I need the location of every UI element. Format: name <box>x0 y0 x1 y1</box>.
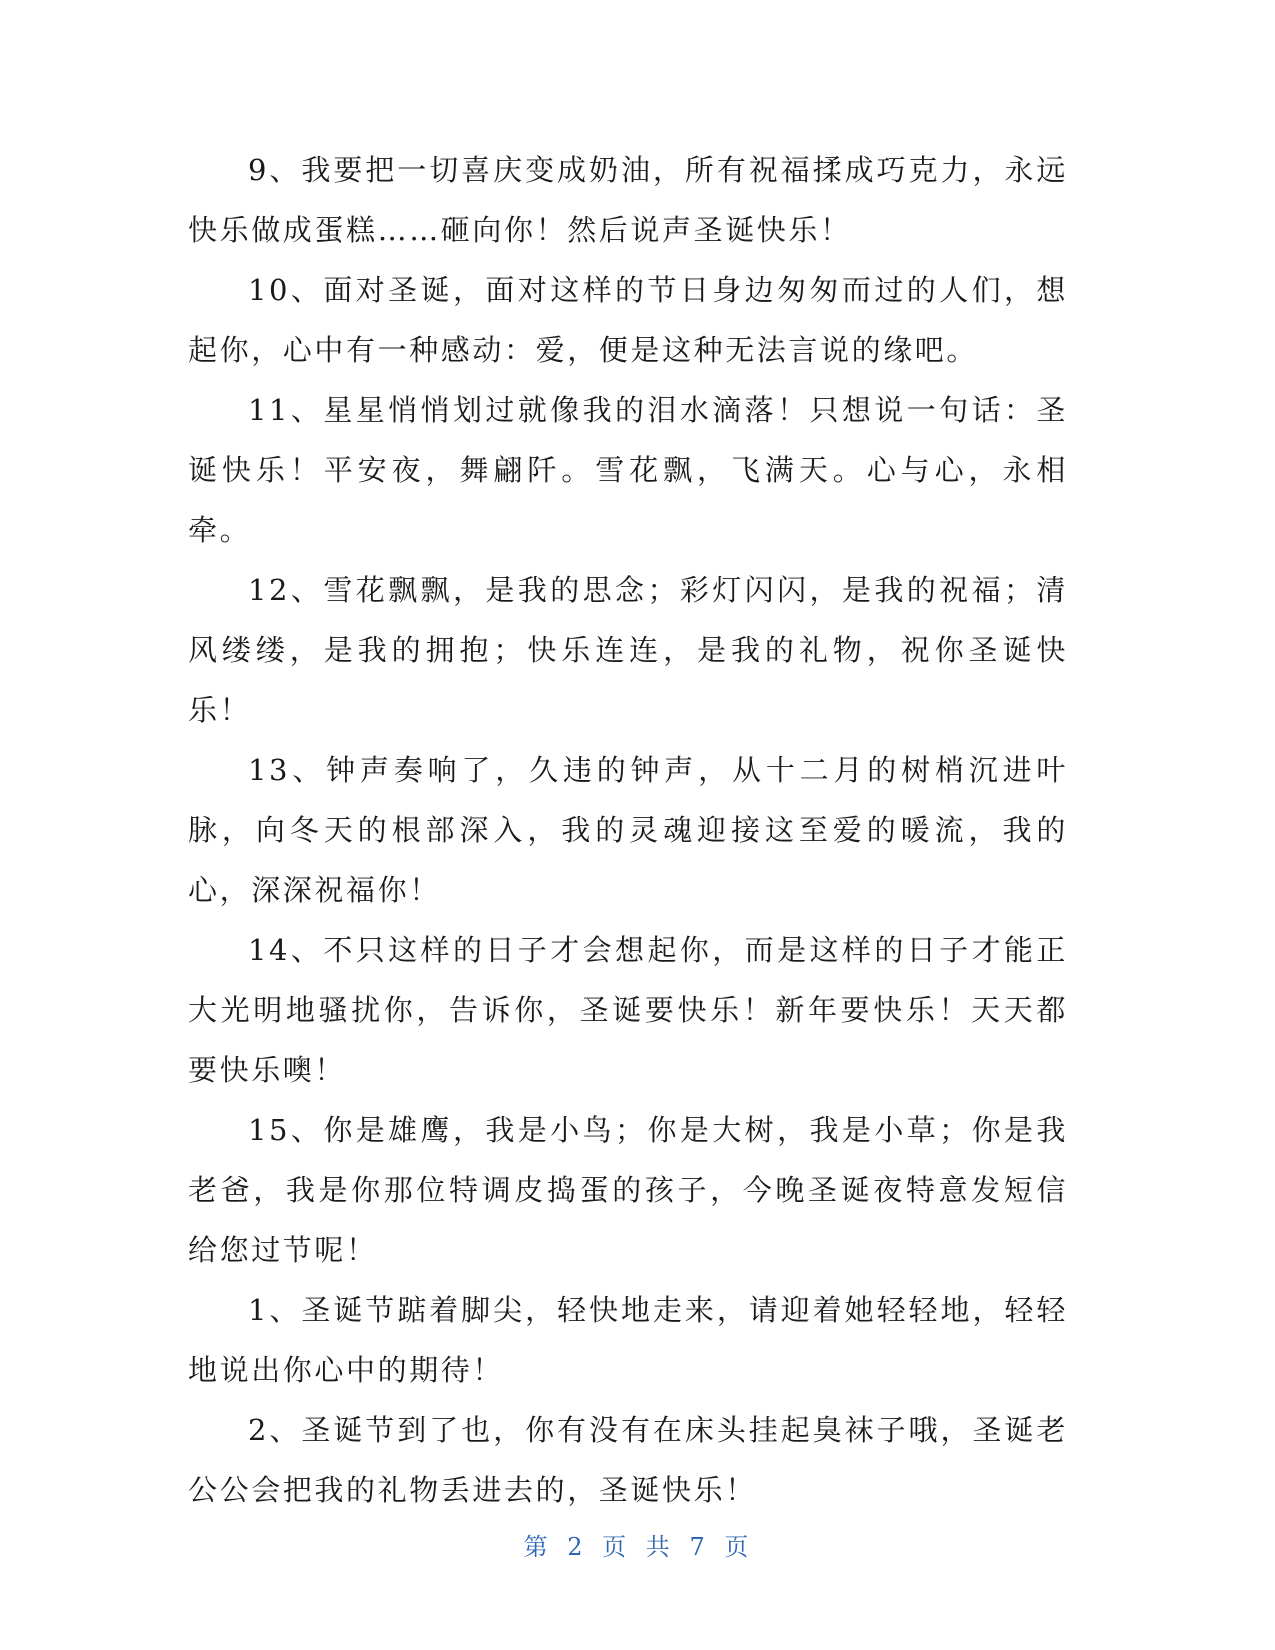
paragraph-10: 10、面对圣诞，面对这样的节日身边匆匆而过的人们，想起你，心中有一种感动：爱，便是这种无法言说的缘吧。 <box>188 273 1068 367</box>
paragraph-14: 14、不只这样的日子才会想起你，而是这样的日子才能正大光明地骚扰你，告诉你，圣诞要快乐！新年要快乐！天天都要快乐噢！ <box>188 933 1068 1087</box>
document-body <box>188 140 1068 1520</box>
page-number-footer: 第 2 页 共 7 页 <box>523 1533 752 1561</box>
paragraph-11: 11、星星悄悄划过就像我的泪水滴落！只想说一句话：圣诞快乐！平安夜，舞翩阡。雪花飘，飞满天。心与心，永相牵。 <box>188 393 1068 547</box>
paragraph-1: 1、圣诞节踮着脚尖，轻快地走来，请迎着她轻轻地，轻轻地说出你心中的期待！ <box>188 1293 1068 1387</box>
paragraph-12: 12、雪花飘飘，是我的思念；彩灯闪闪，是我的祝福；清风缕缕，是我的拥抱；快乐连连，是我的礼物，祝你圣诞快乐！ <box>188 573 1068 727</box>
paragraph-15: 15、你是雄鹰，我是小鸟；你是大树，我是小草；你是我老爸，我是你那位特调皮捣蛋的孩子，今晚圣诞夜特意发短信给您过节呢！ <box>188 1113 1068 1267</box>
paragraph-2: 2、圣诞节到了也，你有没有在床头挂起臭袜子哦，圣诞老公公会把我的礼物丢进去的，圣诞快乐！ <box>188 1413 1068 1507</box>
paragraph-9: 9、我要把一切喜庆变成奶油，所有祝福揉成巧克力，永远快乐做成蛋糕……砸向你！然后说声圣诞快乐！ <box>188 153 1068 247</box>
paragraph-13: 13、钟声奏响了，久违的钟声，从十二月的树梢沉进叶脉，向冬天的根部深入，我的灵魂迎接这至爱的暖流，我的心，深深祝福你！ <box>188 753 1068 907</box>
